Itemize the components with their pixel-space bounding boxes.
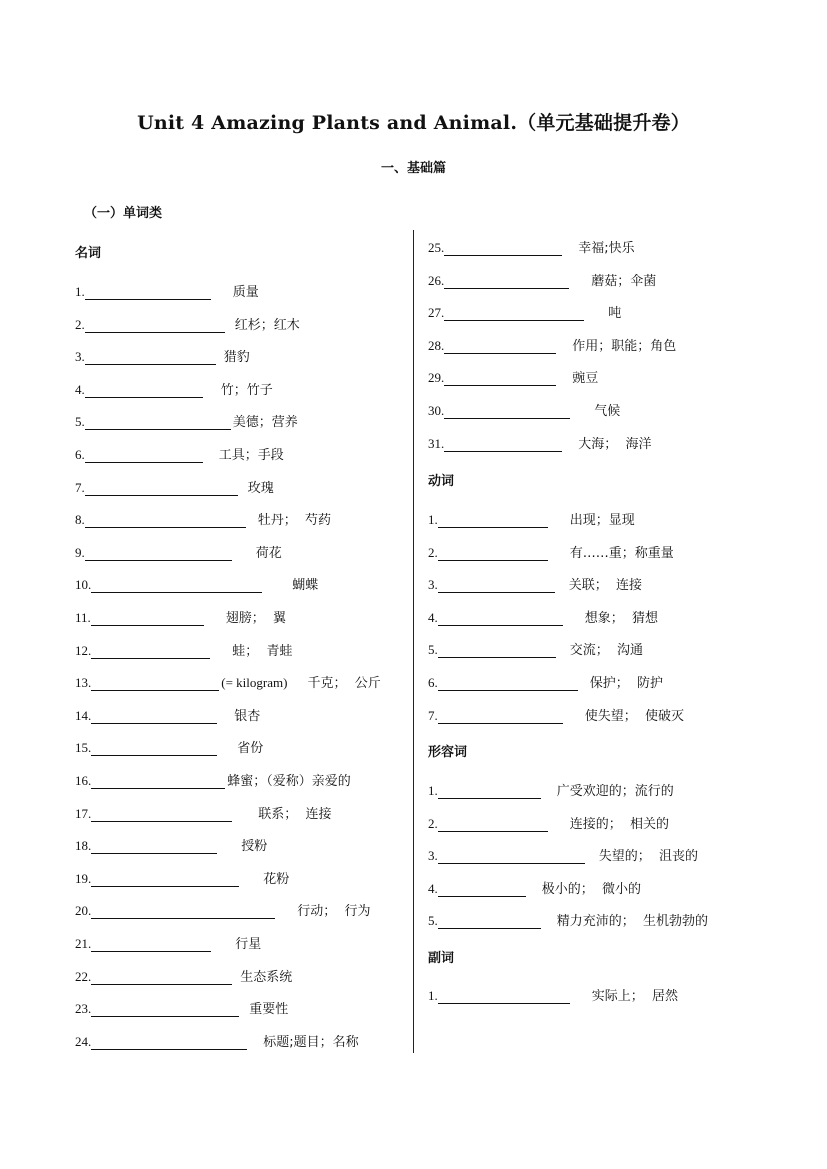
item-number: 2.: [75, 316, 85, 332]
nouns-item: [75, 736, 263, 756]
nouns-item: [75, 639, 293, 659]
answer-blank[interactable]: [91, 741, 217, 756]
item-number: 1.: [75, 284, 85, 299]
answer-blank[interactable]: [438, 643, 556, 658]
adjectives-item: [428, 812, 669, 832]
nouns-item: [75, 541, 282, 561]
answer-blank[interactable]: [85, 546, 232, 561]
answer-blank[interactable]: [444, 437, 562, 452]
item-number: 25.: [428, 240, 445, 255]
item-number: 1.: [428, 783, 438, 798]
item-number: 2.: [428, 815, 438, 831]
answer-blank[interactable]: [85, 415, 231, 430]
answer-blank[interactable]: [438, 989, 570, 1004]
nouns-item: [75, 1030, 359, 1050]
item-meaning: 标题;题目；名称: [263, 1034, 359, 1050]
nouns-item: [75, 606, 286, 626]
answer-blank[interactable]: [438, 513, 548, 528]
nouns-item: [75, 476, 274, 496]
answer-blank[interactable]: [91, 872, 239, 887]
nouns-item: [75, 671, 381, 691]
item-meaning: 吨: [608, 306, 622, 322]
item-meaning: 极小的； 微小的: [541, 881, 642, 897]
item-meaning: 想象； 猜想: [584, 610, 659, 626]
answer-blank[interactable]: [438, 546, 548, 561]
nouns-item: [75, 834, 267, 854]
item-meaning: 银杏: [234, 708, 261, 724]
item-number: 7.: [75, 479, 85, 495]
item-meaning: 实际上； 居然: [591, 989, 679, 1004]
nouns-item: [75, 280, 259, 300]
item-meaning: 出现；显现: [569, 513, 635, 528]
item-number: 16.: [75, 773, 92, 788]
item-number: 29.: [428, 370, 445, 386]
nouns-item: [75, 345, 250, 365]
nouns-item: [75, 867, 289, 887]
item-meaning: 作用；职能；角色: [572, 338, 677, 354]
item-number: 1.: [428, 512, 438, 527]
answer-blank[interactable]: [85, 350, 216, 365]
item-number: 6.: [428, 675, 438, 690]
nouns-item: [75, 378, 273, 398]
answer-blank[interactable]: [438, 882, 526, 897]
nouns-item: [75, 965, 292, 985]
item-meaning: 关联； 连接: [568, 578, 643, 594]
item-number: 23.: [75, 1001, 92, 1017]
item-number: 17.: [75, 805, 92, 821]
item-number: 21.: [75, 936, 92, 951]
item-meaning: 使失望； 使破灭: [584, 708, 685, 724]
item-meaning: 花粉: [263, 871, 290, 887]
nouns-item: [428, 432, 652, 452]
item-meaning: 玫瑰: [247, 480, 274, 496]
answer-blank[interactable]: [91, 578, 262, 593]
item-meaning: 蛙； 青蛙: [232, 643, 293, 659]
item-meaning: 荷花: [255, 545, 282, 561]
answer-blank[interactable]: [91, 839, 217, 854]
nouns-item: [75, 508, 331, 528]
item-meaning: 授粉: [241, 839, 268, 855]
item-meaning: 联系； 连接: [258, 806, 332, 822]
answer-blank[interactable]: [438, 817, 548, 832]
item-meaning: 蜂蜜；（爱称）亲爱的: [227, 774, 351, 789]
answer-blank[interactable]: [85, 513, 246, 528]
verbs-heading: 动词: [428, 474, 455, 489]
nouns-item: [75, 769, 351, 789]
item-number: 24.: [75, 1033, 92, 1049]
item-number: 8.: [75, 512, 85, 528]
item-meaning: 行星: [235, 937, 262, 952]
adjectives-item: [428, 844, 698, 864]
item-number: 13.: [75, 675, 92, 691]
item-number: 5.: [428, 642, 438, 658]
answer-blank[interactable]: [438, 849, 585, 864]
item-number: 4.: [428, 609, 438, 625]
item-meaning: 幸福;快乐: [578, 241, 635, 256]
item-number: 7.: [428, 707, 438, 723]
item-meaning: 省份: [237, 741, 264, 757]
answer-blank[interactable]: [85, 481, 238, 496]
answer-blank[interactable]: [444, 306, 584, 321]
verbs-item: [428, 671, 663, 691]
item-meaning: 保护； 防护: [589, 676, 664, 691]
nouns-item: [75, 443, 284, 463]
answer-blank[interactable]: [85, 285, 211, 300]
item-number: 3.: [75, 349, 85, 365]
item-number: 19.: [75, 870, 92, 886]
item-number: 14.: [75, 707, 92, 723]
nouns-item: [75, 410, 298, 430]
answer-blank[interactable]: [91, 611, 204, 626]
item-number: 20.: [75, 903, 92, 919]
nouns-item: [75, 802, 332, 822]
answer-blank[interactable]: [438, 676, 578, 691]
item-meaning: 豌豆: [572, 371, 599, 387]
item-number: 9.: [75, 544, 85, 560]
item-meaning: 翅膀； 翼: [225, 611, 287, 626]
nouns-item: [75, 899, 371, 919]
nouns-item: [428, 334, 676, 354]
item-number: 18.: [75, 838, 92, 854]
item-number: 4.: [428, 880, 438, 896]
item-number: 15.: [75, 740, 92, 756]
adjectives-heading: 形容词: [428, 745, 468, 760]
adjectives-item: [428, 877, 641, 897]
answer-blank[interactable]: [91, 970, 232, 985]
nouns-item: [75, 932, 261, 952]
item-meaning: 广受欢迎的；流行的: [556, 784, 674, 799]
item-meaning: 连接的； 相关的: [569, 816, 670, 832]
item-number: 11.: [75, 610, 91, 625]
nouns-item: [428, 301, 621, 321]
verbs-item: [428, 508, 635, 528]
nouns-item: [75, 704, 260, 724]
answer-blank[interactable]: [444, 404, 570, 419]
answer-blank[interactable]: [91, 807, 232, 822]
adjectives-item: [428, 909, 708, 929]
nouns-item: [428, 399, 620, 419]
answer-blank[interactable]: [85, 383, 203, 398]
item-meaning: 猎豹: [223, 350, 250, 366]
nouns-item: [75, 573, 318, 593]
item-number: 5.: [428, 913, 438, 929]
item-meaning: 大海； 海洋: [578, 436, 652, 452]
item-number: 2.: [428, 544, 438, 560]
item-meaning: 交流； 沟通: [569, 643, 644, 659]
answer-blank[interactable]: [91, 1002, 239, 1017]
item-meaning: 蘑菇；伞菌: [591, 273, 657, 289]
item-meaning: 蝴蝶: [292, 578, 319, 594]
item-number: 3.: [428, 848, 438, 864]
item-number: 10.: [75, 577, 92, 593]
adjectives-item: [428, 779, 674, 799]
item-number: 30.: [428, 403, 445, 418]
verbs-item: [428, 573, 642, 593]
nouns-item: [75, 313, 300, 333]
item-number: 6.: [75, 447, 85, 462]
nouns-item: [428, 366, 598, 386]
item-number: 12.: [75, 642, 92, 658]
answer-blank[interactable]: [438, 784, 541, 799]
item-number: 3.: [428, 577, 438, 593]
item-number: 27.: [428, 305, 445, 321]
item-meaning: 生态系统: [240, 969, 293, 985]
item-meaning: 行动； 行为: [297, 904, 371, 920]
item-meaning: 精力充沛的； 生机勃勃的: [556, 914, 709, 930]
answer-blank[interactable]: [444, 371, 556, 386]
page-title: Unit 4 Amazing Plants and Animal.（单元基础提升卷）: [137, 112, 690, 134]
answer-blank[interactable]: [91, 1035, 247, 1050]
answer-blank[interactable]: [91, 644, 210, 659]
item-meaning: 有……重；称重量: [569, 545, 674, 561]
answer-blank[interactable]: [438, 914, 541, 929]
section-heading: 一、基础篇: [380, 161, 446, 176]
item-meaning: 质量: [232, 285, 259, 300]
item-meaning: 工具；手段: [218, 448, 284, 463]
nouns-item: [428, 236, 635, 256]
answer-blank[interactable]: [91, 937, 211, 952]
nouns-item: [428, 269, 656, 289]
item-meaning: 失望的； 沮丧的: [598, 849, 699, 865]
answer-blank[interactable]: [91, 709, 217, 724]
nouns-heading: 名词: [75, 246, 102, 261]
item-meaning: 重要性: [249, 1002, 289, 1018]
answer-blank[interactable]: [444, 339, 556, 354]
answer-blank[interactable]: [91, 774, 225, 789]
item-number: 28.: [428, 337, 445, 353]
item-meaning: 红杉；红木: [234, 317, 300, 333]
item-note: (= kilogram): [221, 675, 288, 691]
answer-blank[interactable]: [91, 676, 219, 691]
item-number: 22.: [75, 968, 92, 984]
item-number: 31.: [428, 435, 445, 451]
answer-blank[interactable]: [444, 241, 562, 256]
answer-blank[interactable]: [85, 448, 203, 463]
item-meaning: 竹；竹子: [220, 382, 273, 398]
item-meaning: 牡丹； 芍药: [257, 513, 332, 529]
verbs-item: [428, 704, 684, 724]
answer-blank[interactable]: [91, 904, 275, 919]
item-number: 26.: [428, 272, 445, 288]
subsection-heading: （一）单词类: [84, 206, 163, 221]
adverbs-item: [428, 984, 678, 1004]
verbs-item: [428, 541, 674, 561]
column-divider: [413, 230, 414, 1053]
item-number: 4.: [75, 381, 85, 397]
nouns-item: [75, 997, 288, 1017]
adverbs-heading: 副词: [428, 951, 455, 966]
item-meaning: 美德；营养: [232, 415, 298, 431]
item-number: 5.: [75, 414, 85, 430]
verbs-item: [428, 638, 643, 658]
answer-blank[interactable]: [444, 274, 569, 289]
item-meaning: 气候: [594, 404, 621, 419]
answer-blank[interactable]: [438, 709, 563, 724]
answer-blank[interactable]: [438, 578, 555, 593]
answer-blank[interactable]: [438, 611, 563, 626]
verbs-item: [428, 606, 658, 626]
answer-blank[interactable]: [85, 318, 225, 333]
item-number: 1.: [428, 988, 438, 1003]
item-meaning: 千克； 公斤: [307, 676, 381, 692]
